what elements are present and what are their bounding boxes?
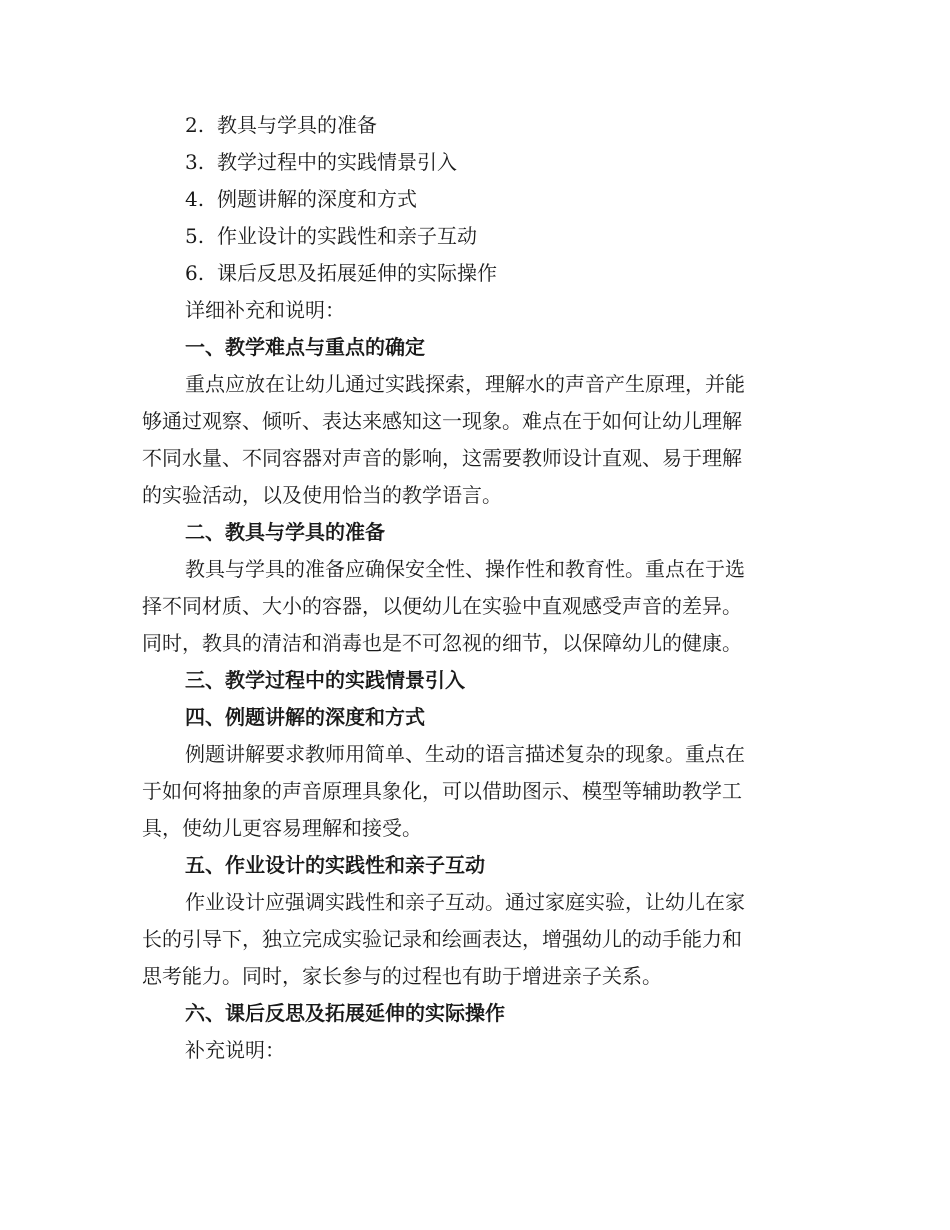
list-number: 4. [185,187,205,211]
list-text: 教学过程中的实践情景引入 [217,150,457,174]
list-text: 课后反思及拓展延伸的实际操作 [217,261,497,285]
section-heading: 四、例题讲解的深度和方式 [185,705,425,729]
section-paragraph [142,366,802,514]
list-item [142,255,802,292]
paragraph-line: 于如何将抽象的声音原理具象化，可以借助图示、模型等辅助教学工 [142,779,742,803]
list-number: 3. [185,150,205,174]
section-paragraph [142,884,802,995]
outline-list [142,107,802,292]
section-heading: 五、作业设计的实践性和亲子互动 [185,853,485,877]
section-paragraph [142,736,802,847]
list-text: 例题讲解的深度和方式 [217,187,417,211]
section-heading: 二、教具与学具的准备 [185,520,385,544]
list-item [142,181,802,218]
section-paragraph [142,551,802,662]
section-heading: 六、课后反思及拓展延伸的实际操作 [185,1001,505,1025]
list-number: 5. [185,224,205,248]
list-item [142,107,802,144]
document-page [142,107,802,1069]
list-number: 6. [185,261,205,285]
paragraph-line: 思考能力。同时，家长参与的过程也有助于增进亲子关系。 [142,964,662,988]
paragraph-line: 例题讲解要求教师用简单、生动的语言描述复杂的现象。重点在 [185,742,745,766]
intro-text: 详细补充和说明： [185,298,345,322]
paragraph-line: 长的引导下，独立完成实验记录和绘画表达，增强幼儿的动手能力和 [142,927,742,951]
list-item [142,218,802,255]
paragraph-line: 的实验活动，以及使用恰当的教学语言。 [142,483,502,507]
list-text: 作业设计的实践性和亲子互动 [217,224,477,248]
paragraph-line: 够通过观察、倾听、表达来感知这一现象。难点在于如何让幼儿理解 [142,409,742,433]
section-heading: 一、教学难点与重点的确定 [185,335,425,359]
list-item [142,144,802,181]
paragraph-line: 作业设计应强调实践性和亲子互动。通过家庭实验，让幼儿在家 [185,890,745,914]
paragraph-line: 不同水量、不同容器对声音的影响，这需要教师设计直观、易于理解 [142,446,742,470]
paragraph-line: 具，使幼儿更容易理解和接受。 [142,816,422,840]
paragraph-line: 同时，教具的清洁和消毒也是不可忽视的细节，以保障幼儿的健康。 [142,631,742,655]
list-text: 教具与学具的准备 [217,113,377,137]
paragraph-line: 教具与学具的准备应确保安全性、操作性和教育性。重点在于选 [185,557,745,581]
section-heading: 三、教学过程中的实践情景引入 [185,668,465,692]
paragraph-line: 重点应放在让幼儿通过实践探索，理解水的声音产生原理，并能 [185,372,745,396]
paragraph-line: 择不同材质、大小的容器，以便幼儿在实验中直观感受声音的差异。 [142,594,742,618]
closing-text: 补充说明： [185,1038,285,1062]
list-number: 2. [185,113,205,137]
